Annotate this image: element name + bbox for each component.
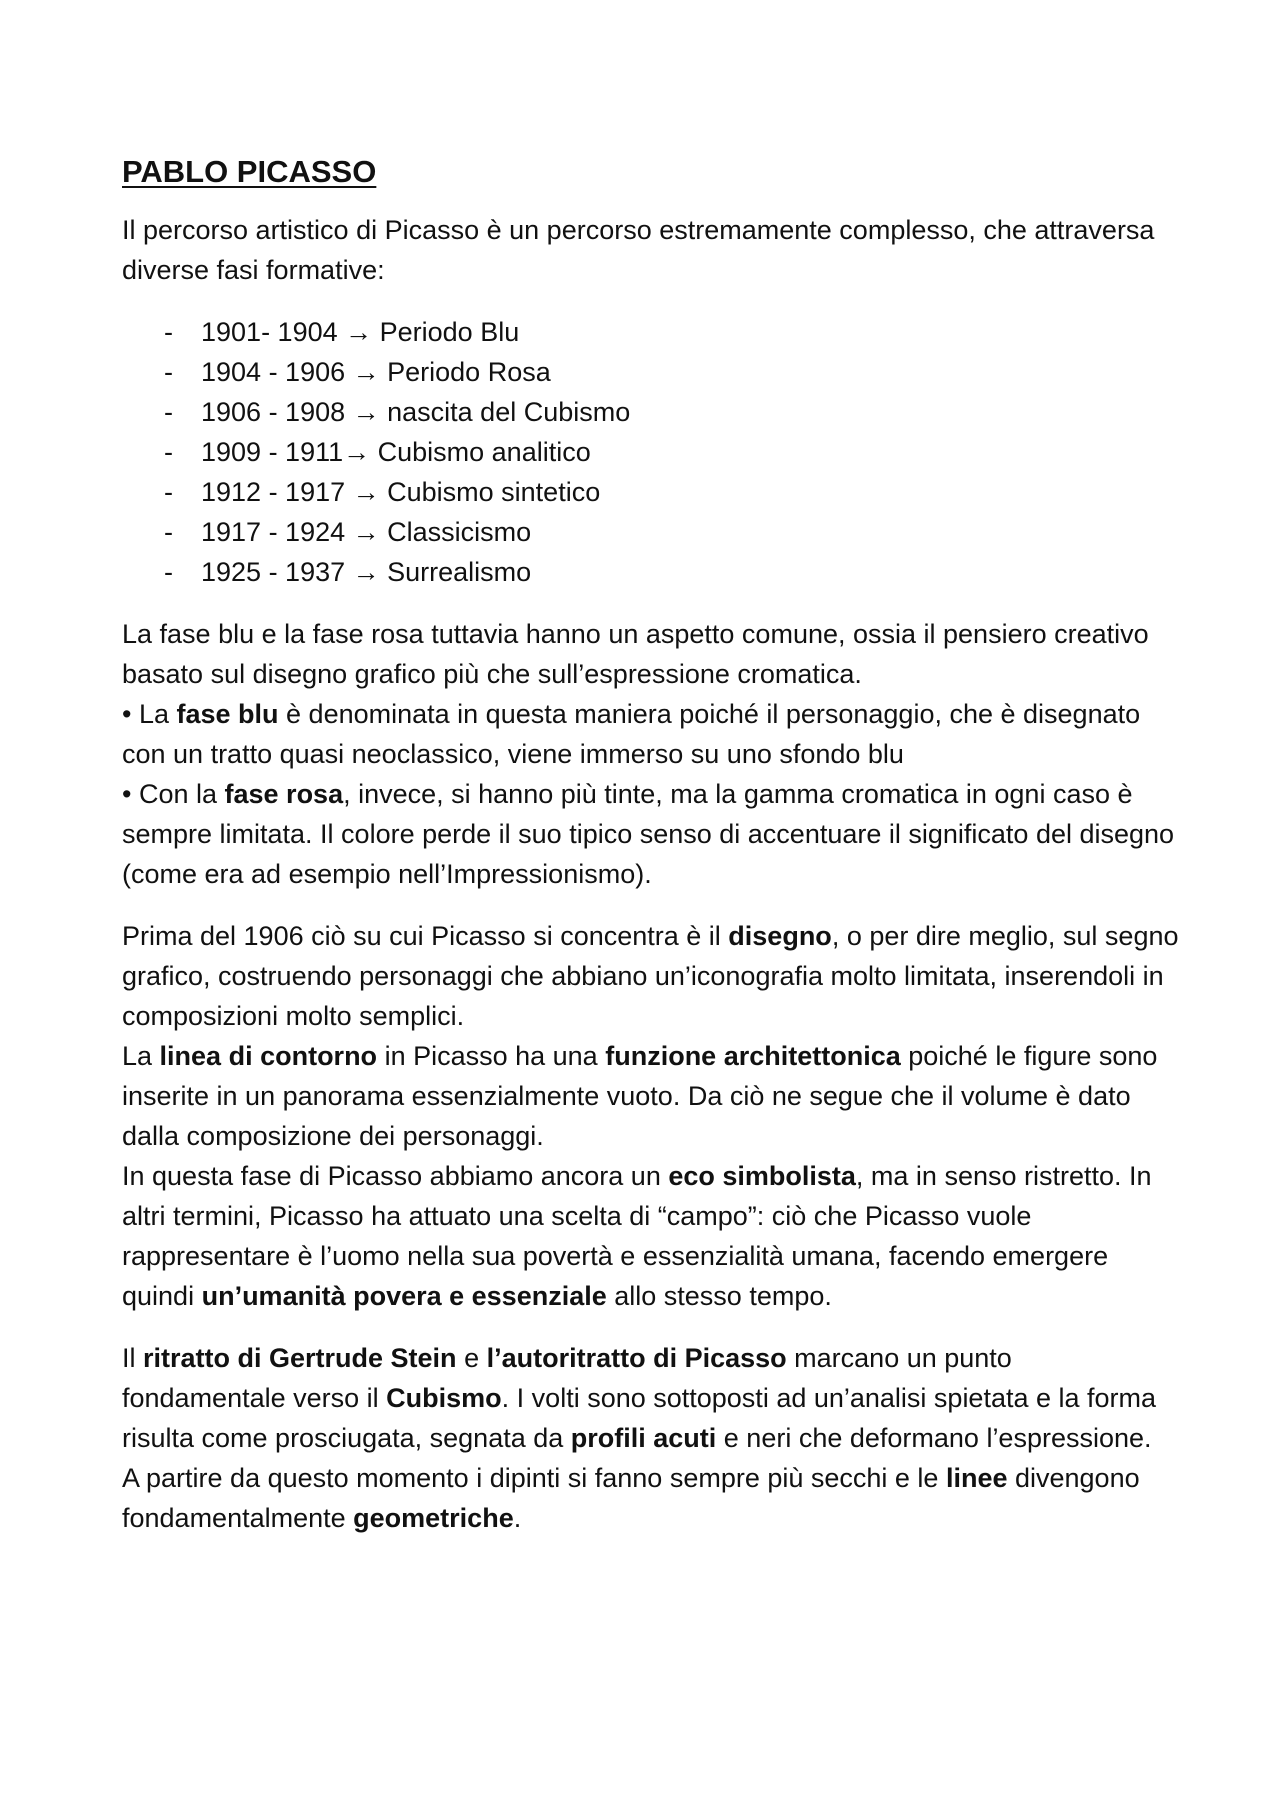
text-run: allo stesso tempo. bbox=[606, 1281, 832, 1311]
section-disegno bbox=[122, 916, 1182, 1316]
list-item bbox=[122, 552, 1182, 592]
bold-term: linee bbox=[945, 1463, 1008, 1493]
section-blu-rosa bbox=[122, 614, 1182, 894]
list-item bbox=[122, 432, 1182, 472]
intro-paragraph: Il percorso artistico di Picasso è un percorso estremamente complesso, che attraversa diverse fasi formative: bbox=[122, 215, 1155, 285]
text-run: . I volti sono sottoposti ad un’analisi spietata e la forma risulta come prosciugata, segnata da bbox=[122, 1383, 1157, 1453]
bold-term: Cubismo bbox=[386, 1383, 502, 1413]
section-paragraph: La fase blu e la fase rosa tuttavia hanno un aspetto comune, ossia il pensiero creativo basato sul disegno grafico più che sull’espressione cromatica. bbox=[122, 619, 1149, 689]
text-run: , ma in senso ristretto. In altri termini, Picasso ha attuato una scelta di “campo”: ciò che Picasso vuole rappresentare è l’uomo nella sua povertà e essenzialità umana, facendo emergere quindi bbox=[122, 1161, 1152, 1311]
list-dash: - bbox=[164, 357, 173, 387]
text-run: A partire da questo momento i dipinti si fanno sempre più secchi e le bbox=[122, 1463, 946, 1493]
text-run: e neri che deformano l’espressione. bbox=[716, 1423, 1152, 1453]
bold-term: eco simbolista bbox=[668, 1161, 856, 1191]
document-page bbox=[122, 152, 1182, 1560]
bold-term: un’umanità povera e essenziale bbox=[201, 1281, 607, 1311]
text-run: divengono fondamentalmente bbox=[122, 1463, 1140, 1533]
text-run: Il bbox=[122, 1343, 144, 1373]
bold-term: funzione architettonica bbox=[605, 1041, 901, 1071]
section-paragraph bbox=[122, 1458, 1182, 1538]
text-run: . bbox=[513, 1503, 522, 1533]
list-item bbox=[122, 472, 1182, 512]
text-run: poiché le figure sono inserite in un panorama essenzialmente vuoto. Da ciò ne segue che il volume è dato dalla composizione dei personaggi. bbox=[122, 1041, 1158, 1151]
list-item-text: 1912 - 1917 → Cubismo sintetico bbox=[201, 477, 601, 507]
bold-term: profili acuti bbox=[570, 1423, 717, 1453]
bold-term: linea di contorno bbox=[159, 1041, 378, 1071]
bullet-fase-blu bbox=[122, 694, 1182, 774]
list-item-text: 1901- 1904 → Periodo Blu bbox=[201, 317, 520, 347]
list-item-text: 1906 - 1908 → nascita del Cubismo bbox=[201, 397, 631, 427]
text-run: , invece, si hanno più tinte, ma la gamma cromatica in ogni caso è sempre limitata. Il colore perde il suo tipico senso di accentuare il significato del disegno (come era ad esempio nell’Impressionismo). bbox=[122, 779, 1175, 889]
text-run: marcano un punto fondamentale verso il bbox=[122, 1343, 1012, 1413]
bold-term: fase blu bbox=[176, 699, 279, 729]
text-run: in Picasso ha una bbox=[377, 1041, 606, 1071]
periods-list bbox=[122, 312, 1182, 592]
list-item-text: 1925 - 1937 → Surrealismo bbox=[201, 557, 532, 587]
list-dash: - bbox=[164, 557, 173, 587]
section-paragraph bbox=[122, 1036, 1182, 1156]
list-dash: - bbox=[164, 477, 173, 507]
list-item-text: 1917 - 1924 → Classicismo bbox=[201, 517, 532, 547]
bold-term: l’autoritratto di Picasso bbox=[486, 1343, 787, 1373]
bold-term: geometriche bbox=[353, 1503, 514, 1533]
text-run: • La bbox=[122, 699, 177, 729]
section-paragraph bbox=[122, 1156, 1182, 1316]
text-run: Prima del 1906 ciò su cui Picasso si concentra è il bbox=[122, 921, 729, 951]
list-item bbox=[122, 312, 1182, 352]
list-item bbox=[122, 392, 1182, 432]
text-run: , o per dire meglio, sul segno grafico, costruendo personaggi che abbiano un’iconografia molto limitata, inserendoli in composizioni molto semplici. bbox=[122, 921, 1179, 1031]
list-dash: - bbox=[164, 437, 173, 467]
section-paragraph bbox=[122, 1338, 1182, 1458]
page-title: PABLO PICASSO bbox=[122, 154, 377, 189]
list-dash: - bbox=[164, 317, 173, 347]
section-paragraph bbox=[122, 916, 1182, 1036]
text-run: • Con la bbox=[122, 779, 225, 809]
list-item-text: 1909 - 1911→ Cubismo analitico bbox=[201, 437, 591, 467]
bold-term: fase rosa bbox=[224, 779, 344, 809]
bold-term: disegno bbox=[728, 921, 832, 951]
text-run: In questa fase di Picasso abbiamo ancora un bbox=[122, 1161, 669, 1191]
section-cubismo bbox=[122, 1338, 1182, 1538]
text-run: La bbox=[122, 1041, 160, 1071]
list-item bbox=[122, 512, 1182, 552]
list-item bbox=[122, 352, 1182, 392]
text-run: è denominata in questa maniera poiché il personaggio, che è disegnato con un tratto quasi neoclassico, viene immerso su uno sfondo blu bbox=[122, 699, 1141, 769]
list-dash: - bbox=[164, 397, 173, 427]
list-item-text: 1904 - 1906 → Periodo Rosa bbox=[201, 357, 551, 387]
text-run: e bbox=[456, 1343, 487, 1373]
bold-term: ritratto di Gertrude Stein bbox=[143, 1343, 457, 1373]
bullet-fase-rosa bbox=[122, 774, 1182, 894]
list-dash: - bbox=[164, 517, 173, 547]
